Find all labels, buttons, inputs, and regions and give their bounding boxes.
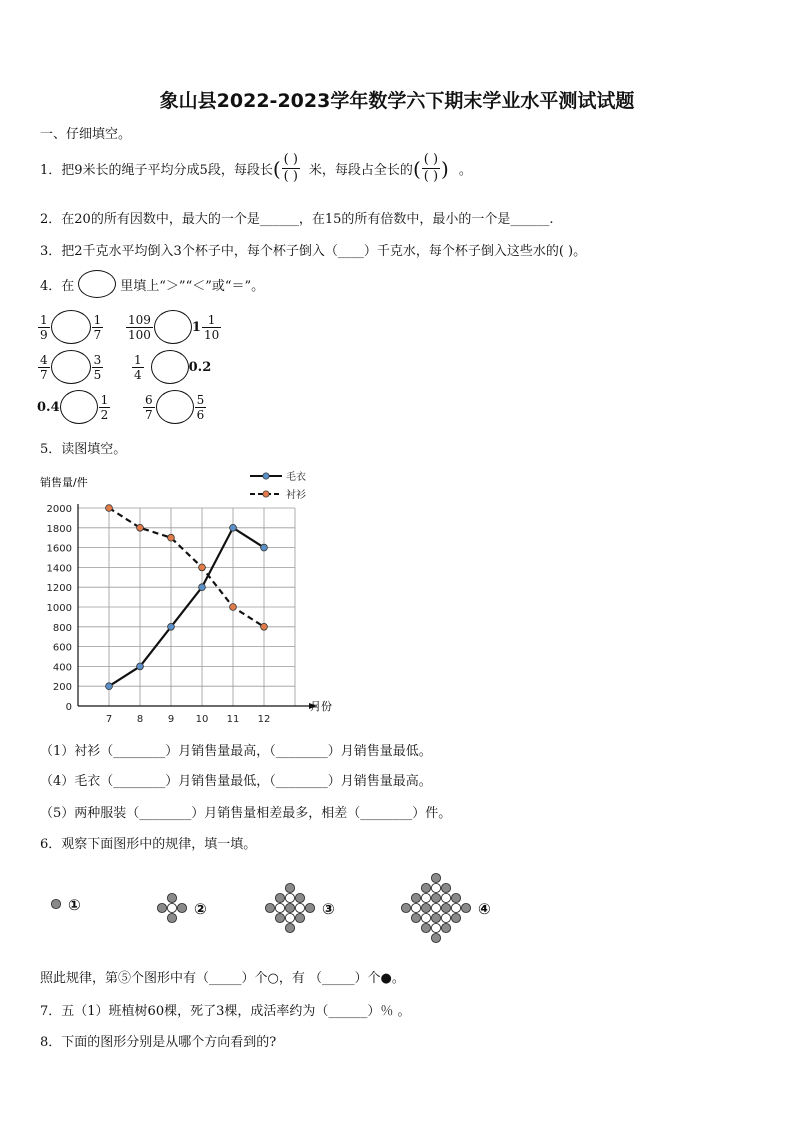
filled-dot-icon: [285, 923, 294, 932]
hollow-dot-icon: [421, 913, 430, 922]
x-axis-label: 月份: [310, 700, 332, 713]
y-tick-label: 1800: [46, 523, 72, 535]
compare-item-6: [142, 390, 207, 424]
question-6: 6．观察下面图形中的规律，填一填。: [40, 837, 257, 852]
dot-pattern-figures: [40, 862, 520, 958]
filled-dot-icon: [305, 903, 314, 912]
figure-number-label: ③: [322, 900, 335, 918]
figure-number-label: ②: [194, 900, 207, 918]
answer-circle[interactable]: [51, 310, 91, 344]
hollow-dot-icon: [441, 913, 450, 922]
filled-dot-icon: [285, 883, 294, 892]
hollow-dot-icon: [295, 903, 304, 912]
filled-dot-icon: [157, 903, 166, 912]
q1-paren-close: ): [441, 156, 449, 181]
hollow-dot-icon: [431, 903, 440, 912]
fraction: $\frac{4}{7}$: [40, 352, 48, 382]
chart-series: [106, 505, 268, 690]
data-point: [106, 505, 113, 512]
filled-dot-icon: [421, 903, 430, 912]
compare-item-4: [131, 350, 211, 384]
y-tick-label: 1400: [46, 563, 72, 575]
q5-sub-2: （4）毛衣（________）月销售量最低，（________）月销售量最高。: [40, 774, 432, 789]
y-axis-label: 销售量/件: [40, 476, 88, 489]
hollow-dot-icon: [285, 913, 294, 922]
x-tick-label: 10: [195, 714, 209, 725]
chart-axes: [78, 504, 317, 709]
filled-dot-icon: [167, 893, 176, 902]
filled-dot-icon: [295, 893, 304, 902]
q1-paren-open-2: (: [412, 156, 421, 181]
q1-text-c: 。: [458, 163, 472, 178]
q1-number: 1．: [40, 163, 62, 178]
data-point: [261, 623, 268, 630]
data-point: [230, 524, 237, 531]
fraction: $\frac{109}{100}$: [128, 312, 151, 342]
filled-dot-icon: [451, 913, 460, 922]
x-tick-label: 12: [257, 714, 271, 725]
hollow-dot-icon: [167, 903, 176, 912]
fraction: $\frac{1}{10}$: [203, 312, 220, 342]
fraction-numerator: ( ): [283, 152, 298, 167]
data-point: [261, 544, 268, 551]
answer-circle[interactable]: [156, 390, 194, 424]
answer-circle[interactable]: [151, 350, 189, 384]
chart-legend: [250, 470, 306, 501]
x-tick-labels: [106, 714, 271, 725]
legend-label: 衬衫: [286, 490, 306, 501]
filled-dot-icon: [441, 883, 450, 892]
data-point: [168, 534, 175, 541]
filled-dot-icon: [167, 913, 176, 922]
filled-dot-icon: [401, 903, 410, 912]
question-5: 5．读图填空。: [40, 442, 127, 457]
y-tick-labels: [47, 504, 72, 713]
hollow-dot-icon: [431, 883, 440, 892]
figure-number-label: ①: [68, 896, 81, 914]
sales-line-chart: [30, 466, 350, 726]
fraction-numerator: ( ): [423, 152, 439, 167]
answer-circle[interactable]: [60, 390, 98, 424]
filled-dot-icon: [451, 893, 460, 902]
fraction: $\frac{3}{5}$: [93, 352, 102, 382]
q1-text-b: 米，每段占全长的: [308, 163, 413, 178]
compare-item-5: [37, 390, 111, 424]
page-title: 象山县2022-2023学年数学六下期末学业水平测试试题: [159, 90, 635, 112]
hollow-dot-icon: [431, 923, 440, 932]
whole-number: 1: [191, 319, 201, 335]
filled-dot-icon: [275, 913, 284, 922]
hollow-dot-icon: [275, 903, 284, 912]
decimal-value: 0.2: [188, 359, 212, 375]
fraction-denominator: ( ): [283, 169, 298, 184]
fraction: $\frac{5}{6}$: [196, 392, 205, 422]
figure-number-label: ④: [478, 900, 491, 918]
fraction: $\frac{1}{7}$: [93, 312, 102, 342]
filled-dot-icon: [441, 903, 450, 912]
question-1: [40, 152, 472, 185]
filled-dot-icon: [421, 883, 430, 892]
data-point: [230, 604, 237, 611]
y-tick-label: 600: [52, 642, 72, 654]
compare-item-2: [125, 310, 222, 344]
filled-dot-icon: [275, 893, 284, 902]
q6-follow-up: 照此规律，第⑤个图形中有（_____）个○，有 （_____）个●。: [40, 971, 405, 986]
fraction: $\frac{1}{9}$: [40, 312, 48, 342]
compare-item-1: [37, 310, 104, 344]
compare-item-3: [37, 350, 104, 384]
filled-dot-icon: [285, 903, 294, 912]
data-point: [199, 564, 206, 571]
compare-circle-icon: [78, 270, 116, 298]
filled-dot-icon: [431, 893, 440, 902]
filled-dot-icon: [421, 923, 430, 932]
filled-dot-icon: [411, 913, 420, 922]
data-point: [137, 663, 144, 670]
y-tick-label: 0: [65, 702, 72, 713]
q4-number: 4．在: [40, 278, 75, 294]
x-tick-label: 8: [136, 714, 144, 725]
y-tick-label: 1000: [46, 603, 72, 614]
y-tick-label: 1600: [46, 543, 72, 555]
question-4: [40, 270, 264, 298]
question-2: 2．在20的所有因数中，最大的一个是______，在15的所有倍数中，最小的一个是______.: [40, 212, 554, 227]
fraction: $\frac{6}{7}$: [145, 392, 153, 422]
answer-circle[interactable]: [154, 310, 192, 344]
q1-text-a: 把9米长的绳子平均分成5段，每段长: [61, 163, 273, 178]
filled-dot-icon: [295, 913, 304, 922]
filled-dot-icon: [461, 903, 470, 912]
filled-dot-icon: [431, 873, 440, 882]
data-point: [106, 683, 113, 690]
x-tick-label: 7: [105, 714, 113, 725]
q5-sub-1: （1）衬衫（________）月销售量最高，（________）月销售量最低。: [40, 744, 432, 759]
decimal-value: 0.4: [37, 399, 60, 415]
question-7: 7．五（1）班植树60棵，死了3棵，成活率约为（______）％ 。: [40, 1004, 411, 1019]
legend-label: 毛衣: [286, 472, 306, 483]
legend-marker: [263, 491, 269, 497]
q1-fraction-blank-2[interactable]: [422, 152, 440, 185]
filled-dot-icon: [265, 903, 274, 912]
q4-instruction: 里填上“＞”“＜”或“＝”。: [120, 278, 265, 294]
x-tick-label: 11: [226, 714, 240, 725]
answer-circle[interactable]: [51, 350, 91, 384]
filled-dot-icon: [431, 913, 440, 922]
legend-marker: [263, 473, 269, 479]
question-3: 3．把2千克水平均倒入3个杯子中，每个杯子倒入（____）千克水，每个杯子倒入这些水的( )。: [40, 244, 587, 259]
hollow-dot-icon: [441, 893, 450, 902]
y-tick-label: 400: [52, 662, 72, 674]
section-heading: 一、仔细填空。: [40, 127, 132, 142]
fraction-denominator: ( ): [423, 169, 439, 184]
filled-dot-icon: [411, 893, 420, 902]
y-tick-label: 1200: [46, 583, 72, 595]
data-point: [199, 584, 206, 591]
hollow-dot-icon: [451, 903, 460, 912]
q1-fraction-blank-1[interactable]: [282, 152, 300, 185]
filled-dot-icon: [431, 933, 440, 942]
data-point: [137, 524, 144, 531]
filled-dot-icon: [177, 903, 186, 912]
hollow-dot-icon: [421, 893, 430, 902]
q5-sub-3: （5）两种服装（________）月销售量相差最多，相差（________）件。: [40, 806, 452, 821]
fraction: $\frac{1}{2}$: [100, 392, 109, 422]
filled-dot-icon: [441, 923, 450, 932]
y-tick-label: 2000: [46, 504, 72, 515]
y-tick-label: 200: [52, 682, 72, 694]
hollow-dot-icon: [411, 903, 420, 912]
q1-paren-open: (: [272, 156, 281, 181]
filled-dot-icon: [51, 899, 60, 908]
x-tick-label: 9: [167, 714, 175, 725]
hollow-dot-icon: [285, 893, 294, 902]
data-point: [168, 623, 175, 630]
y-tick-label: 800: [52, 622, 72, 634]
question-8: 8．下面的图形分别是从哪个方向看到的?: [40, 1035, 277, 1050]
fraction: $\frac{1}{4}$: [134, 352, 142, 382]
